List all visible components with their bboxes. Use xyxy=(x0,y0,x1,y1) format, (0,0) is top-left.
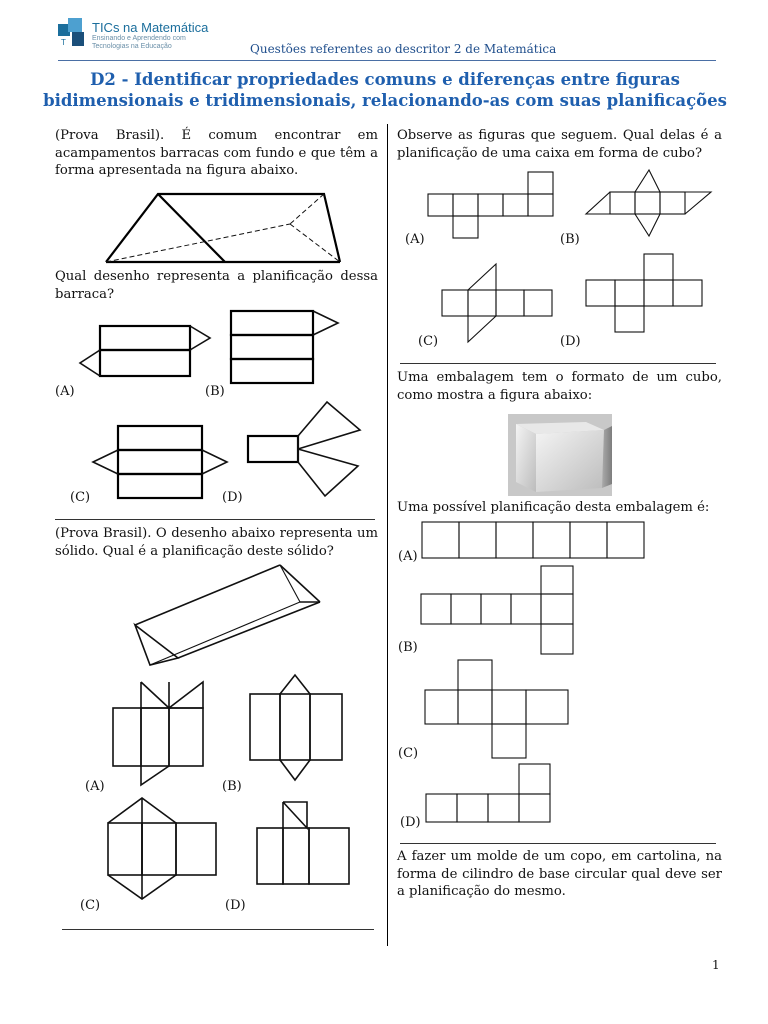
q5-text: A fazer um molde de um copo, em cartolina, na forma de cilindro de base circular qual deve ser a planificação do mesmo. xyxy=(397,849,722,899)
q4-text: Uma embalagem tem o formato de um cubo, como mostra a figura abaixo: xyxy=(397,370,722,403)
q1-question: Qual desenho representa a planificação dessa barraca? xyxy=(55,269,378,302)
q4-option-b-label[interactable]: (B) xyxy=(398,640,418,655)
header-rule xyxy=(58,60,716,61)
q2-option-d-label[interactable]: (D) xyxy=(225,898,246,913)
q4-option-d-label[interactable]: (D) xyxy=(400,815,421,830)
logo-title: TICs na Matemática xyxy=(92,20,209,35)
q4-option-a-label[interactable]: (A) xyxy=(398,549,418,564)
q3-option-b-label[interactable]: (B) xyxy=(560,232,580,247)
q3-option-d-label[interactable]: (D) xyxy=(560,334,581,349)
q3-option-b-net xyxy=(584,168,714,240)
q1-text: (Prova Brasil). É comum encontrar em acampamentos barracas com fundo e que têm a forma apresentada na figura abaixo. xyxy=(55,128,378,178)
svg-text:T: T xyxy=(61,38,66,47)
logo-subtitle: Ensinando e Aprendendo com Tecnologias na Educação xyxy=(92,35,186,50)
q2-option-b-net xyxy=(248,672,348,784)
q1-option-b-net xyxy=(228,308,348,388)
q1-option-a-net xyxy=(75,322,215,382)
q1-option-d-net xyxy=(245,400,380,500)
column-divider xyxy=(387,124,388,946)
q4-question: Uma possível planificação desta embalagem é: xyxy=(397,500,710,515)
q1-option-b-label[interactable]: (B) xyxy=(205,384,225,399)
page-number: 1 xyxy=(712,958,720,972)
q2-option-c-net xyxy=(105,795,225,903)
q4-option-c-label[interactable]: (C) xyxy=(398,746,419,761)
q3-option-a-label[interactable]: (A) xyxy=(405,232,425,247)
q2-text: (Prova Brasil). O desenho abaixo representa um sólido. Qual é a planificação deste sólido? xyxy=(55,526,378,559)
separator xyxy=(55,519,375,520)
q1-option-a-label[interactable]: (A) xyxy=(55,384,75,399)
q3-option-c-label[interactable]: (C) xyxy=(418,334,439,349)
q3-option-d-net xyxy=(584,252,712,337)
q2-option-b-label[interactable]: (B) xyxy=(222,779,242,794)
q4-option-c-net xyxy=(423,658,573,762)
separator xyxy=(400,363,716,364)
q4-option-b-net xyxy=(419,564,579,656)
tent-figure xyxy=(100,188,340,268)
separator xyxy=(400,843,716,844)
q2-option-a-label[interactable]: (A) xyxy=(85,779,105,794)
q4-option-a-net xyxy=(420,520,646,562)
cube-image xyxy=(508,414,612,496)
q1-option-d-label[interactable]: (D) xyxy=(222,490,243,505)
q2-option-d-net xyxy=(255,800,355,890)
page-header: Questões referentes ao descritor 2 de Matemática xyxy=(250,42,557,56)
prism-figure xyxy=(130,560,330,670)
q2-option-c-label[interactable]: (C) xyxy=(80,898,101,913)
separator xyxy=(62,929,374,930)
page-title: D2 - Identificar propriedades comuns e diferenças entre figuras bidimensionais e tridimensionais, relacionando-as com suas planificações xyxy=(43,70,727,110)
q3-option-c-net xyxy=(440,262,558,344)
q3-text: Observe as figuras que seguem. Qual delas é a planificação de uma caixa em forma de cubo? xyxy=(397,128,722,161)
q4-option-d-net xyxy=(424,762,554,824)
q2-option-a-net xyxy=(110,680,210,790)
q3-option-a-net xyxy=(426,170,556,242)
q1-option-c-label[interactable]: (C) xyxy=(70,490,91,505)
